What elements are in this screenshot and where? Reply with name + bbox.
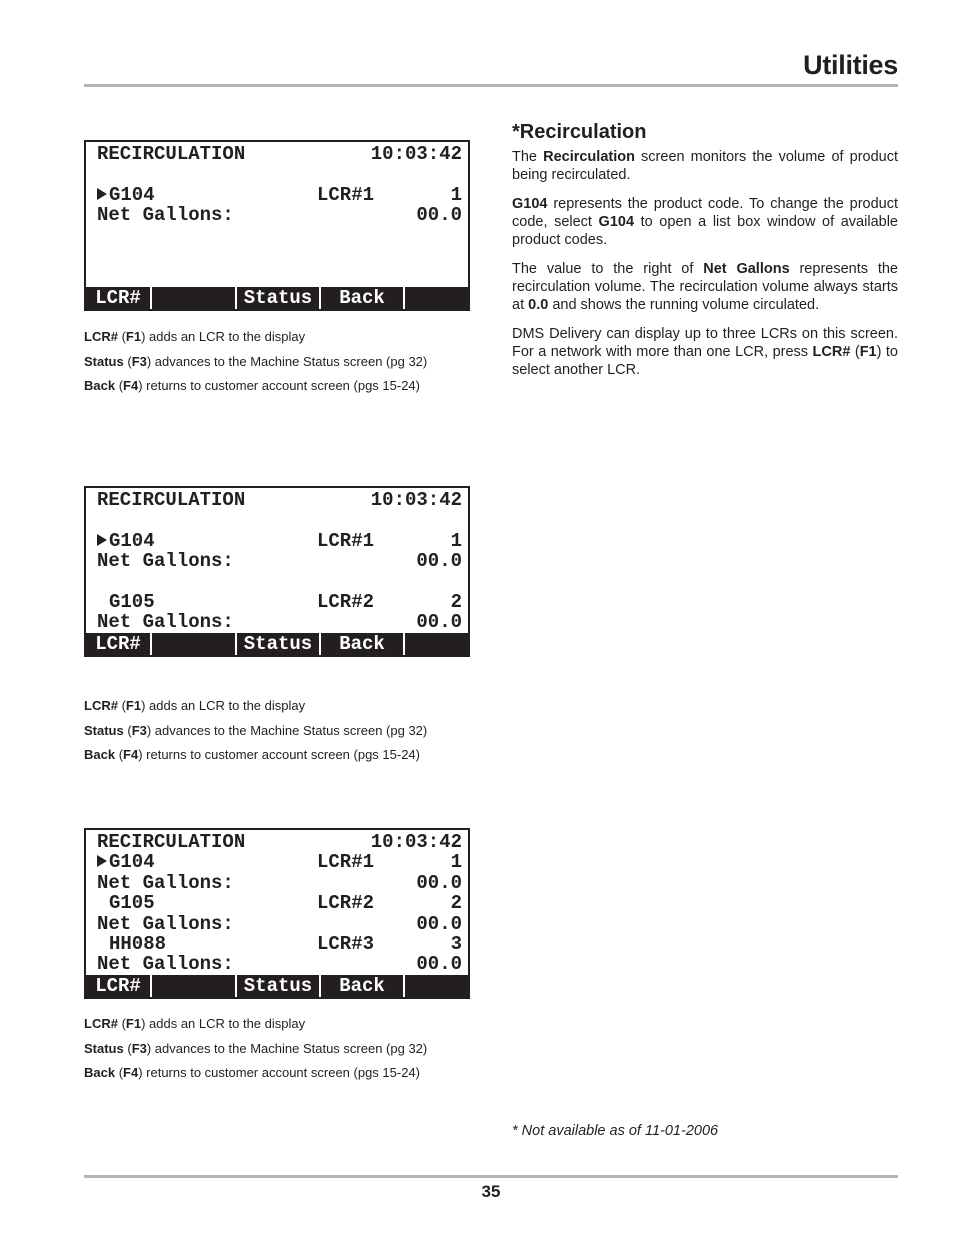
product-code[interactable]: G104 [109, 529, 155, 552]
f5-softkey[interactable] [405, 975, 468, 997]
screen-time: 10:03:42 [370, 489, 462, 511]
back-softkey[interactable]: Back [321, 287, 405, 309]
status-softkey[interactable]: Status [237, 287, 321, 309]
lcr-label: LCR#1 [317, 183, 375, 206]
status-softkey[interactable]: Status [237, 633, 321, 655]
paragraph-product-code: G104 represents the product code. To change the product code, select G104 to open a list box window of available product codes. [512, 196, 898, 248]
net-gallons-value: 00.0 [416, 611, 462, 634]
caption-lcr: LCR# (F1) adds an LCR to the display [84, 1016, 306, 1031]
softkey-captions [84, 329, 427, 403]
paragraph-multiple-lcrs: DMS Delivery can display up to three LCRs on this screen. For a network with more than one LCR, press LCR# (F1) to select another LCR. [512, 326, 898, 378]
screen-title: RECIRCULATION [97, 831, 246, 853]
product-row-g104[interactable] [97, 531, 462, 551]
product-row-g105[interactable] [97, 893, 462, 913]
caption-status: Status (F3) advances to the Machine Status screen (pg 32) [84, 722, 428, 738]
lcr-number: 2 [450, 590, 462, 613]
product-code[interactable]: G105 [109, 892, 155, 915]
page-title: Utilities [803, 50, 898, 80]
softkey-bar [86, 287, 468, 309]
footnote: * Not available as of 11-01-2006 [512, 1123, 719, 1139]
lcr-label: LCR#3 [317, 932, 375, 955]
product-row-hh088[interactable] [97, 934, 462, 954]
header-rule [84, 84, 898, 87]
softkey-captions [84, 698, 427, 772]
product-code[interactable]: G104 [109, 183, 155, 206]
screen-row [97, 510, 462, 530]
product-code[interactable]: G104 [109, 851, 155, 874]
screen-title: RECIRCULATION [97, 489, 246, 511]
net-gallons-label: Net Gallons: [97, 871, 234, 894]
selection-arrow-icon [97, 855, 107, 867]
net-gallons-label: Net Gallons: [97, 953, 234, 976]
status-softkey[interactable]: Status [237, 975, 321, 997]
net-gallons-row [97, 205, 462, 225]
net-gallons-label: Net Gallons: [97, 204, 234, 227]
screen-header-row [97, 832, 462, 852]
screen-row [97, 164, 462, 184]
product-row-g104[interactable] [97, 185, 462, 205]
caption-back: Back (F4) returns to customer account screen (pgs 15-24) [84, 1065, 420, 1081]
recirculation-screen-two-lcrs [84, 486, 470, 657]
f2-softkey[interactable] [152, 975, 237, 997]
screen-time: 10:03:42 [370, 831, 462, 853]
net-gallons-label: Net Gallons: [97, 912, 234, 935]
lcr-softkey[interactable]: LCR# [86, 633, 152, 655]
lcr-softkey[interactable]: LCR# [86, 975, 152, 997]
softkey-captions [84, 1016, 427, 1090]
lcr-label: LCR#1 [317, 529, 375, 552]
lcr-label: LCR#2 [317, 590, 375, 613]
caption-back: Back (F4) returns to customer account screen (pgs 15-24) [84, 378, 420, 394]
caption-lcr: LCR# (F1) adds an LCR to the display [84, 329, 306, 344]
lcr-number: 1 [450, 851, 462, 874]
f2-softkey[interactable] [152, 633, 237, 655]
net-gallons-label: Net Gallons: [97, 550, 234, 573]
selection-arrow-icon [97, 534, 107, 546]
f2-softkey[interactable] [152, 287, 237, 309]
screen-title: RECIRCULATION [97, 143, 246, 165]
section-heading: *Recirculation [512, 121, 647, 143]
footer-rule [84, 1175, 898, 1178]
net-gallons-value: 00.0 [416, 953, 462, 976]
recirculation-screen-three-lcrs [84, 828, 470, 999]
product-row-g104[interactable] [97, 852, 462, 872]
f5-softkey[interactable] [405, 287, 468, 309]
back-softkey[interactable]: Back [321, 975, 405, 997]
net-gallons-row [97, 873, 462, 893]
page-number: 35 [481, 1182, 501, 1201]
paragraph-overview: The Recirculation screen monitors the volume of product being recirculated. [512, 149, 899, 183]
softkey-bar [86, 633, 468, 655]
screen-header-row [97, 490, 462, 510]
selection-arrow-icon [97, 188, 107, 200]
lcr-number: 2 [450, 892, 462, 915]
net-gallons-label: Net Gallons: [97, 611, 234, 634]
lcr-label: LCR#2 [317, 892, 375, 915]
screen-row [97, 572, 462, 592]
product-code[interactable]: HH088 [109, 932, 167, 955]
back-softkey[interactable]: Back [321, 633, 405, 655]
net-gallons-value: 00.0 [416, 550, 462, 573]
screen-header-row [97, 144, 462, 164]
lcr-number: 1 [450, 183, 462, 206]
net-gallons-value: 00.0 [416, 912, 462, 935]
lcr-softkey[interactable]: LCR# [86, 287, 152, 309]
net-gallons-row [97, 551, 462, 571]
net-gallons-value: 00.0 [416, 871, 462, 894]
product-row-g105[interactable] [97, 592, 462, 612]
product-code[interactable]: G105 [109, 590, 155, 613]
paragraph-net-gallons: The value to the right of Net Gallons represents the recirculation volume. The recirculation volume always starts at 0.0 and shows the running volume circulated. [512, 261, 898, 313]
net-gallons-value: 00.0 [416, 204, 462, 227]
caption-lcr: LCR# (F1) adds an LCR to the display [84, 698, 306, 713]
lcr-number: 1 [450, 529, 462, 552]
net-gallons-row [97, 914, 462, 934]
caption-status: Status (F3) advances to the Machine Status screen (pg 32) [84, 1040, 428, 1056]
net-gallons-row [97, 612, 462, 632]
recirculation-screen-single-lcr [84, 140, 470, 311]
lcr-number: 3 [450, 932, 462, 955]
caption-status: Status (F3) advances to the Machine Status screen (pg 32) [84, 353, 428, 369]
recirculation-description [512, 121, 898, 390]
net-gallons-row [97, 954, 462, 974]
f5-softkey[interactable] [405, 633, 468, 655]
caption-back: Back (F4) returns to customer account screen (pgs 15-24) [84, 747, 420, 763]
softkey-bar [86, 975, 468, 997]
lcr-label: LCR#1 [317, 851, 375, 874]
screen-time: 10:03:42 [370, 143, 462, 165]
